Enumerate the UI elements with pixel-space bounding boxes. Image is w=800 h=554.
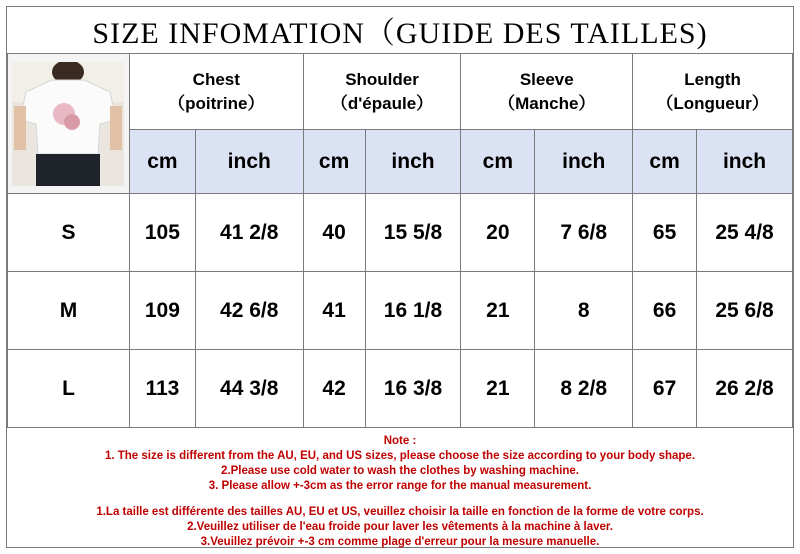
table-cell: 25 6/8 <box>697 272 793 350</box>
table-cell: 44 3/8 <box>195 350 303 428</box>
table-cell: 16 1/8 <box>365 272 461 350</box>
unit-cm: cm <box>461 130 535 194</box>
size-table <box>7 53 793 428</box>
size-label: S <box>8 194 130 272</box>
header-chest <box>129 54 303 130</box>
table-cell: 8 2/8 <box>535 350 633 428</box>
table-row <box>8 272 793 350</box>
header-sleeve-fr: （Manche） <box>498 93 596 113</box>
table-cell: 42 6/8 <box>195 272 303 350</box>
note-en-1: 1. The size is different from the AU, EU, and US sizes, please choose the size according to your body shape. <box>104 450 696 462</box>
table-cell: 113 <box>129 350 195 428</box>
table-row <box>8 194 793 272</box>
tshirt-model-image <box>12 62 124 186</box>
size-chart <box>6 6 794 548</box>
header-shoulder <box>303 54 461 130</box>
header-chest-fr: （poitrine） <box>168 93 265 113</box>
notes-section <box>7 428 793 547</box>
unit-cm: cm <box>633 130 697 194</box>
table-cell: 25 4/8 <box>697 194 793 272</box>
table-cell: 20 <box>461 194 535 272</box>
header-shoulder-fr: （d'épaule） <box>330 93 434 113</box>
table-cell: 105 <box>129 194 195 272</box>
table-row <box>8 350 793 428</box>
header-length <box>633 54 793 130</box>
table-cell: 21 <box>461 350 535 428</box>
notes-title: Note : <box>383 435 417 447</box>
unit-inch: inch <box>535 130 633 194</box>
table-cell: 7 6/8 <box>535 194 633 272</box>
table-cell: 16 3/8 <box>365 350 461 428</box>
header-length-en: Length <box>684 69 741 89</box>
chart-title: SIZE INFOMATION（GUIDE DES TAILLES) <box>7 7 793 54</box>
note-fr-2: 2.Veuillez utiliser de l'eau froide pour laver les vêtements à la machine à laver. <box>187 521 613 533</box>
size-label: M <box>8 272 130 350</box>
header-chest-en: Chest <box>192 69 240 89</box>
unit-cm: cm <box>303 130 365 194</box>
size-label: L <box>8 350 130 428</box>
table-cell: 42 <box>303 350 365 428</box>
unit-inch: inch <box>697 130 793 194</box>
unit-inch: inch <box>365 130 461 194</box>
table-cell: 41 2/8 <box>195 194 303 272</box>
note-en-2: 2.Please use cold water to wash the clothes by washing machine. <box>221 465 579 477</box>
table-cell: 66 <box>633 272 697 350</box>
note-fr-3: 3.Veuillez prévoir +-3 cm comme plage d'erreur pour la mesure manuelle. <box>200 536 600 548</box>
table-cell: 40 <box>303 194 365 272</box>
product-photo <box>12 62 124 186</box>
note-en-3: 3. Please allow +-3cm as the error range for the manual measurement. <box>208 480 592 492</box>
table-cell: 15 5/8 <box>365 194 461 272</box>
header-length-fr: （Longueur） <box>656 93 769 113</box>
table-cell: 41 <box>303 272 365 350</box>
table-cell: 67 <box>633 350 697 428</box>
product-photo-cell <box>8 54 130 194</box>
table-cell: 109 <box>129 272 195 350</box>
table-cell: 21 <box>461 272 535 350</box>
note-fr-1: 1.La taille est différente des tailles AU, EU et US, veuillez choisir la taille en fonction de la forme de votre corps. <box>96 506 704 518</box>
header-shoulder-en: Shoulder <box>345 69 419 89</box>
unit-inch: inch <box>195 130 303 194</box>
header-sleeve-en: Sleeve <box>519 69 574 89</box>
table-cell: 8 <box>535 272 633 350</box>
table-cell: 65 <box>633 194 697 272</box>
header-sleeve <box>461 54 633 130</box>
table-cell: 26 2/8 <box>697 350 793 428</box>
unit-cm: cm <box>129 130 195 194</box>
